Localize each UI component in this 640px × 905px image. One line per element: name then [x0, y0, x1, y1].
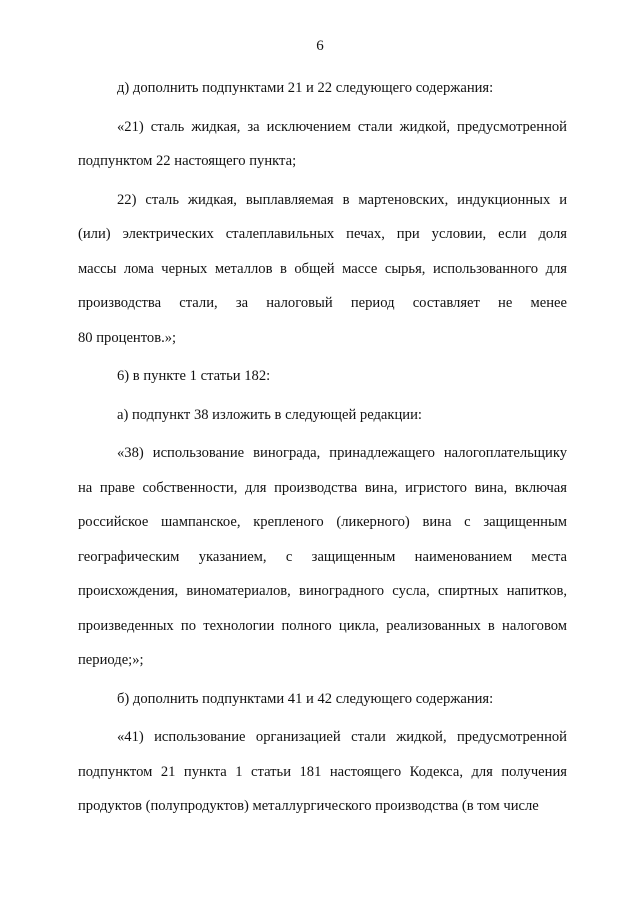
paragraph-line: «41) использование организацией стали жидкой, предусмотренной	[117, 729, 567, 745]
paragraph-line: происхождения, виноматериалов, виноградного сусла, спиртных напитков,	[78, 583, 567, 599]
paragraph-line: (или) электрических сталеплавильных печах, при условии, если доля	[78, 226, 567, 242]
paragraph-line: б) дополнить подпунктами 41 и 42 следующего содержания:	[117, 690, 494, 707]
paragraph-line: «21) сталь жидкая, за исключением стали жидкой, предусмотренной	[117, 118, 567, 135]
paragraph-line: на праве собственности, для производства вина, игристого вина, включая	[78, 479, 567, 496]
paragraph-line: продуктов (полупродуктов) металлургического производства (в том числе	[78, 798, 539, 814]
paragraph-line: «38) использование винограда, принадлежащего налогоплательщику	[117, 445, 567, 461]
paragraph	[78, 398, 567, 433]
paragraph-line: д) дополнить подпунктами 21 и 22 следующего содержания:	[117, 80, 494, 96]
paragraph	[78, 183, 567, 356]
paragraph-line: российское шампанское, крепленого (ликерного) вина с защищенным	[78, 514, 567, 530]
paragraph-line: а) подпункт 38 изложить в следующей редакции:	[117, 406, 422, 423]
paragraph	[78, 71, 567, 106]
paragraph-line: производства стали, за налоговый период составляет не менее	[78, 295, 567, 311]
paragraph-line: 6) в пункте 1 статьи 182:	[117, 368, 271, 384]
paragraph	[78, 359, 567, 394]
paragraph-line: географическим указанием, с защищенным наименованием места	[78, 548, 567, 565]
paragraph-line: подпунктом 21 пункта 1 статьи 181 настоящего Кодекса, для получения	[78, 763, 567, 780]
paragraph-line: 80 процентов.»;	[78, 329, 177, 346]
page-number: 6	[316, 38, 324, 54]
paragraph	[78, 682, 567, 717]
paragraph	[78, 110, 567, 179]
paragraph	[78, 720, 567, 824]
paragraph-line: произведенных по технологии полного цикла, реализованных в налоговом	[78, 617, 567, 634]
paragraph-line: периоде;»;	[78, 652, 144, 668]
document-body	[78, 71, 567, 828]
paragraph-line: массы лома черных металлов в общей массе сырья, использованного для	[78, 260, 567, 277]
paragraph-line: 22) сталь жидкая, выплавляемая в мартеновских, индукционных и	[117, 191, 567, 208]
paragraph	[78, 436, 567, 678]
paragraph-line: подпунктом 22 настоящего пункта;	[78, 153, 297, 169]
